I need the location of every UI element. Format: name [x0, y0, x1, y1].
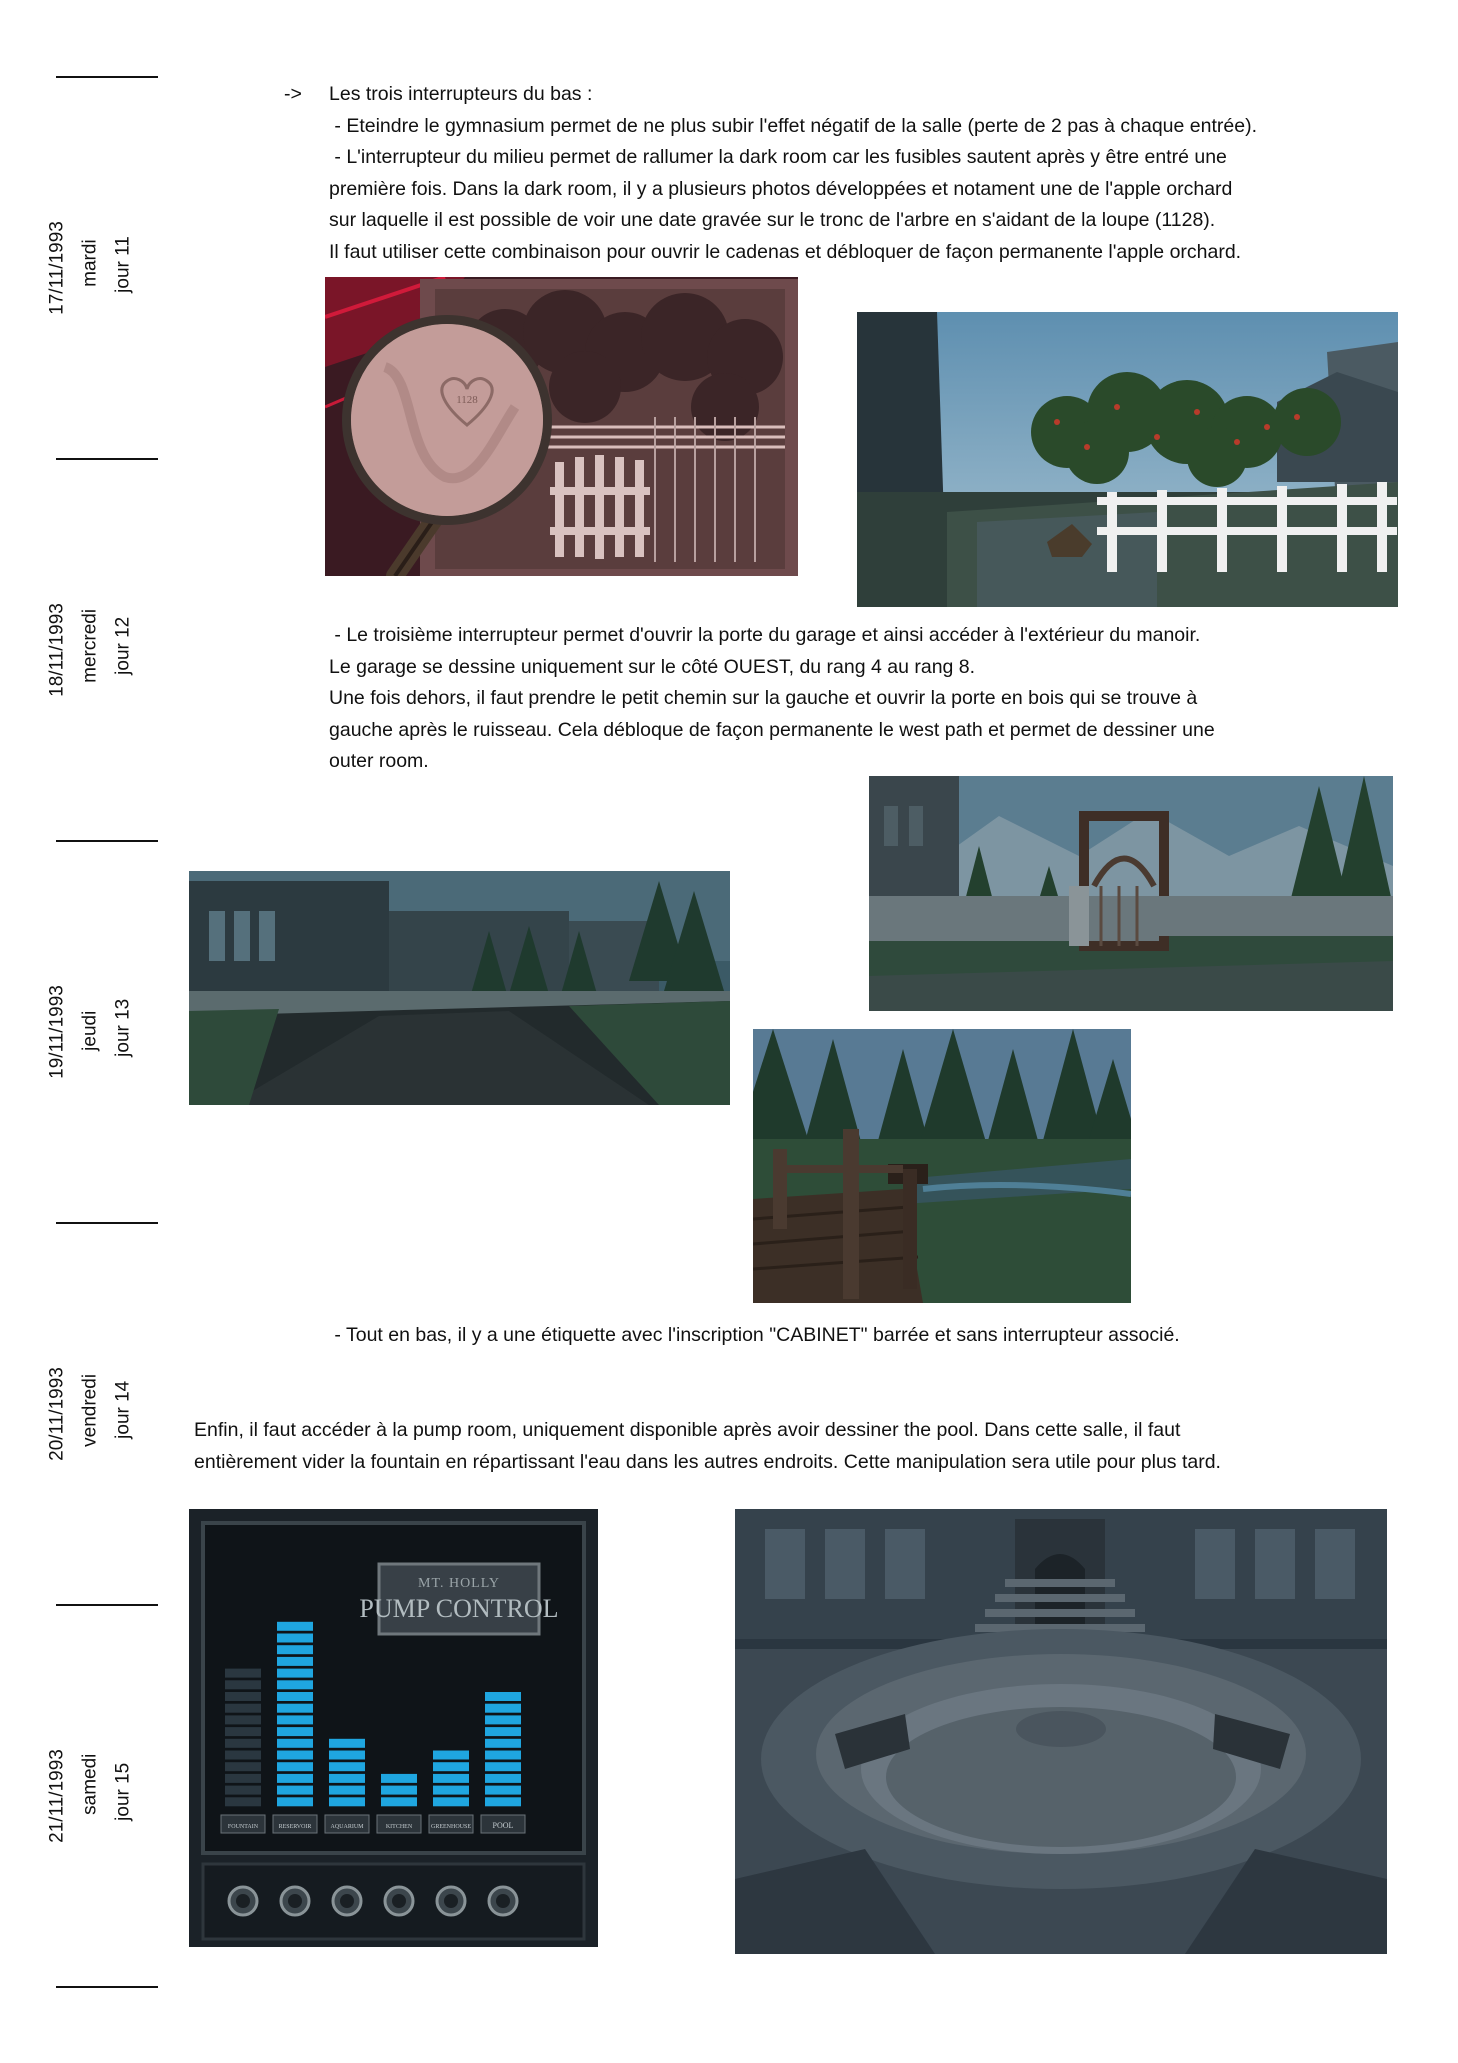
calendar-day-number: jour 11	[112, 236, 134, 293]
pump-bar-segment	[485, 1751, 521, 1760]
pump-bar-segment	[329, 1762, 365, 1771]
pump-bar-segment	[225, 1669, 261, 1678]
calendar-weekday: mercredi	[79, 608, 101, 683]
calendar-weekday: samedi	[79, 1753, 101, 1815]
pump-bar-segment	[485, 1692, 521, 1701]
pump-bar-segment	[485, 1727, 521, 1736]
pump-knob-center	[288, 1894, 302, 1908]
pump-bar-segment	[485, 1739, 521, 1748]
pump-bar-segment	[277, 1751, 313, 1760]
calendar-weekday: jeudi	[79, 1010, 101, 1051]
section1-line: Les trois interrupteurs du bas :	[329, 83, 593, 105]
pump-bar-segment	[225, 1680, 261, 1689]
pump-bar-segment	[277, 1669, 313, 1678]
pump-knob-center	[236, 1894, 250, 1908]
pump-bar-segment	[277, 1786, 313, 1795]
photo-west-path-gate	[869, 776, 1393, 1011]
pump-bar-segment	[277, 1657, 313, 1666]
pump-bar-segment	[225, 1786, 261, 1795]
pump-bar-segment	[485, 1715, 521, 1724]
section1-line: - Eteindre le gymnasium permet de ne plus subir l'effet négatif de la salle (perte de 2 pas à chaque entrée).	[329, 115, 1257, 137]
section1-line: première fois. Dans la dark room, il y a plusieurs photos développées et notament une de l'apple orchard	[329, 178, 1233, 200]
pump-bar-segment	[277, 1797, 313, 1806]
section1-line: sur laquelle il est possible de voir une date gravée sur le tronc de l'arbre en s'aidant de la loupe (1128).	[329, 209, 1216, 231]
pump-bar-segment	[485, 1704, 521, 1713]
pump-bar-segment	[225, 1762, 261, 1771]
calendar-day-15	[0, 1606, 180, 1986]
pump-bar-segment	[277, 1634, 313, 1643]
pump-knob-center	[444, 1894, 458, 1908]
section2-line: - Le troisième interrupteur permet d'ouvrir la porte du garage et ainsi accéder à l'extérieur du manoir.	[329, 624, 1201, 646]
pump-bar-segment	[225, 1751, 261, 1760]
calendar-day-number: jour 14	[112, 1380, 134, 1439]
pump-bar-segment	[433, 1774, 469, 1783]
calendar-day-13	[0, 842, 180, 1222]
photo-magnifier-engraving	[325, 277, 798, 576]
pump-bar-segment	[433, 1786, 469, 1795]
section4-line: entièrement vider la fountain en répartissant l'eau dans les autres endroits. Cette manipulation sera utile pour plus tard.	[194, 1451, 1221, 1473]
pump-channel-label: POOL	[492, 1821, 514, 1830]
engraving-text: 1128	[456, 394, 478, 406]
pump-bar-segment	[277, 1645, 313, 1654]
pump-channel-label: GREENHOUSE	[431, 1824, 471, 1830]
pump-bar-segment	[381, 1797, 417, 1806]
calendar-day-14	[0, 1224, 180, 1604]
section1-line: - L'interrupteur du milieu permet de rallumer la dark room car les fusibles sautent après y être entré une	[329, 146, 1227, 168]
pump-bar-segment	[277, 1774, 313, 1783]
pump-knob-center	[340, 1894, 354, 1908]
pump-bar-segment	[485, 1762, 521, 1771]
pump-channel-label: FOUNTAIN	[227, 1824, 259, 1830]
list-arrow: ->	[284, 83, 302, 105]
pump-bar-segment	[433, 1751, 469, 1760]
section2-line: gauche après le ruisseau. Cela débloque de façon permanente le west path et permet de dessiner une	[329, 719, 1215, 741]
pump-bar-segment	[225, 1715, 261, 1724]
calendar-date: 17/11/1993	[46, 221, 68, 315]
photo-apple-orchard	[857, 312, 1398, 607]
pump-bar-segment	[277, 1739, 313, 1748]
pump-bar-segment	[329, 1774, 365, 1783]
pump-bar-segment	[485, 1797, 521, 1806]
pump-brand: MT. HOLLY	[418, 1576, 500, 1591]
pump-bar-segment	[225, 1692, 261, 1701]
section2-line: Le garage se dessine uniquement sur le côté OUEST, du rang 4 au rang 8.	[329, 656, 976, 678]
pump-bar-segment	[329, 1739, 365, 1748]
photo-manor-exterior	[189, 871, 730, 1105]
photo-pump-control-panel	[189, 1509, 598, 1947]
section1-line: Il faut utiliser cette combinaison pour ouvrir le cadenas et débloquer de façon permanente l'apple orchard.	[329, 241, 1242, 263]
photo-fountain	[735, 1509, 1387, 1954]
calendar-day-number: jour 13	[112, 998, 134, 1057]
pump-bar-segment	[277, 1727, 313, 1736]
pump-bar-segment	[225, 1704, 261, 1713]
pump-bar-segment	[277, 1692, 313, 1701]
pump-knob-center	[496, 1894, 510, 1908]
pump-channel-label: RESERVOIR	[278, 1824, 312, 1830]
pump-bar-segment	[225, 1727, 261, 1736]
pump-bar-segment	[225, 1797, 261, 1806]
pump-channel-label: KITCHEN	[385, 1824, 413, 1830]
calendar-day-11	[0, 78, 180, 458]
calendar-weekday: mardi	[79, 239, 101, 287]
section4-line: Enfin, il faut accéder à la pump room, uniquement disponible après avoir dessiner the pool. Dans cette salle, il faut	[194, 1419, 1181, 1441]
pump-knob-center	[392, 1894, 406, 1908]
pump-bar-segment	[225, 1774, 261, 1783]
calendar-date: 21/11/1993	[46, 1749, 68, 1843]
section2-line: Une fois dehors, il faut prendre le petit chemin sur la gauche et ouvrir la porte en bois qui se trouve à	[329, 687, 1198, 709]
pump-bar-segment	[485, 1786, 521, 1795]
pump-channel-label: AQUARIUM	[330, 1824, 364, 1830]
calendar-date: 18/11/1993	[46, 603, 68, 697]
pump-bar-segment	[433, 1762, 469, 1771]
pump-bar-segment	[329, 1797, 365, 1806]
pump-bar-segment	[277, 1622, 313, 1631]
section2-line: outer room.	[329, 750, 429, 772]
pump-bar-segment	[225, 1739, 261, 1748]
pump-bar-segment	[485, 1774, 521, 1783]
pump-bar-segment	[381, 1786, 417, 1795]
calendar-date: 20/11/1993	[46, 1367, 68, 1461]
pump-bar-segment	[277, 1680, 313, 1689]
section3-line: - Tout en bas, il y a une étiquette avec l'inscription "CABINET" barrée et sans interrupteur associé.	[329, 1324, 1180, 1346]
pump-bar-segment	[277, 1704, 313, 1713]
calendar-separator	[56, 1986, 158, 1988]
pump-bar-segment	[329, 1751, 365, 1760]
calendar-day-number: jour 15	[112, 1762, 134, 1821]
pump-bar-segment	[381, 1774, 417, 1783]
calendar-day-12	[0, 460, 180, 840]
pump-bar-segment	[433, 1797, 469, 1806]
calendar-day-number: jour 12	[112, 616, 134, 675]
calendar-date: 19/11/1993	[46, 985, 68, 1079]
calendar-weekday: vendredi	[79, 1373, 101, 1447]
photo-wooden-bridge	[753, 1029, 1131, 1303]
pump-title: PUMP CONTROL	[359, 1594, 559, 1623]
pump-bar-segment	[329, 1786, 365, 1795]
pump-bar-segment	[277, 1715, 313, 1724]
pump-bar-segment	[277, 1762, 313, 1771]
